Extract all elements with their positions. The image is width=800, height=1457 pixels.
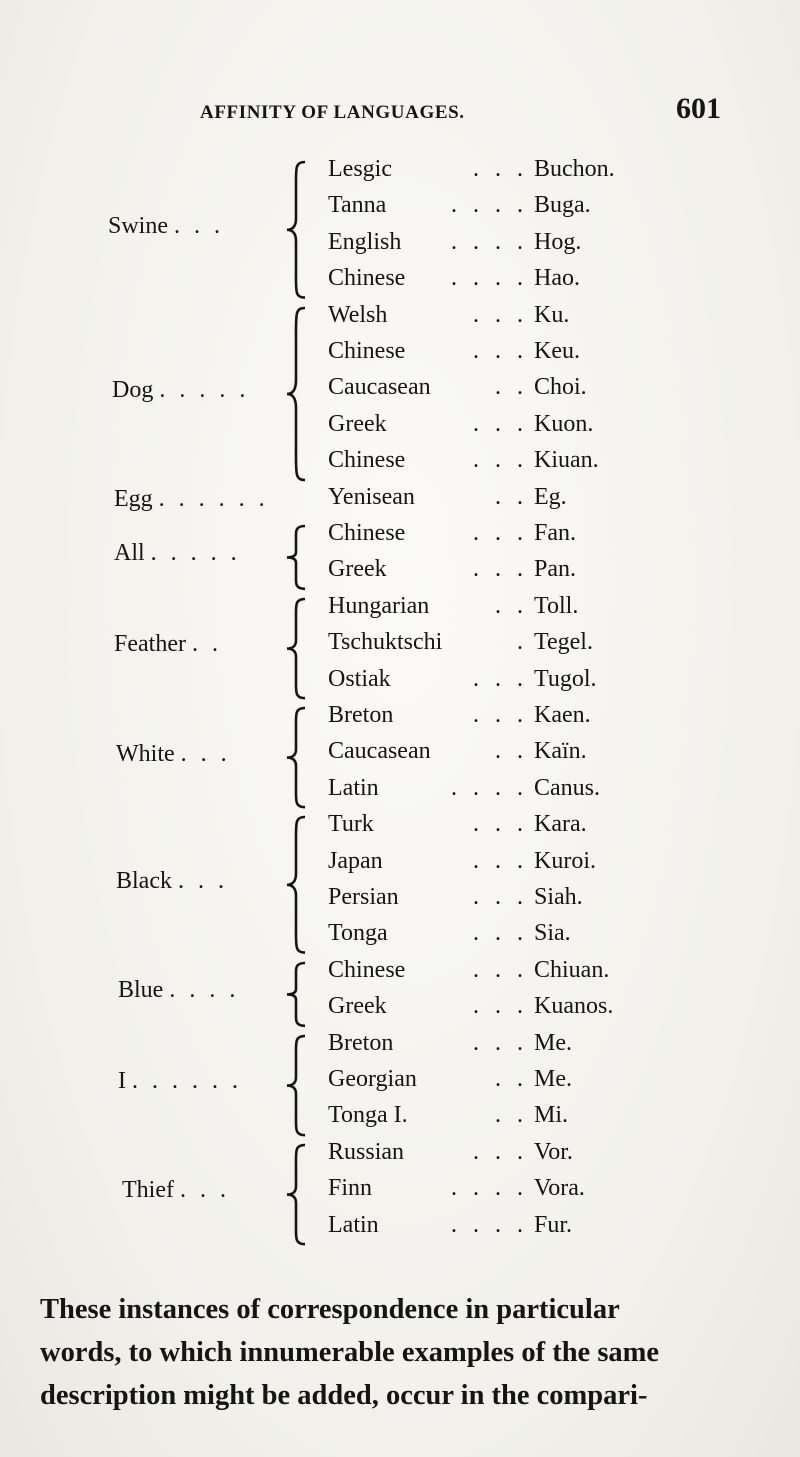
leader-dots: . . (495, 592, 528, 619)
language-name: Welsh (328, 301, 388, 328)
leader-dots: . . . (473, 702, 528, 728)
leader-dots: . . . (177, 868, 228, 894)
leader-dots: . . . . (451, 265, 528, 292)
foreign-word: Ku. (534, 301, 570, 328)
table-row (0, 1175, 800, 1209)
leader-dots: . . (495, 1066, 528, 1092)
table-row (0, 447, 800, 481)
language-name: Greek (328, 993, 387, 1020)
leader-dots: . (517, 629, 528, 656)
foreign-word: Kuanos. (534, 993, 614, 1020)
leader-dots: . . . (473, 847, 528, 874)
leader-dots: . . . (473, 556, 528, 583)
leader-dots: . . . (473, 884, 528, 910)
foreign-word: Kiuan. (534, 447, 599, 474)
language-name: Yenisean (328, 483, 415, 510)
language-name: Japan (328, 847, 383, 874)
table-row (0, 229, 800, 263)
foreign-word: Me. (534, 1029, 572, 1056)
leader-dots: . . . (473, 1138, 528, 1165)
table-row (0, 920, 800, 954)
leader-dots: . . . (473, 665, 528, 692)
language-name: Finn (328, 1175, 373, 1202)
leader-dots: . . . . (169, 977, 240, 1004)
language-name: Latin (328, 1211, 379, 1238)
foreign-word: Keu. (534, 338, 580, 364)
foreign-word: Hog. (534, 228, 582, 255)
table-row (0, 884, 800, 918)
meaning-word: Swine (108, 212, 168, 239)
meaning-word: Blue (118, 977, 164, 1004)
table-row (0, 265, 800, 299)
language-name: Greek (328, 410, 387, 437)
leader-dots: . . (495, 374, 528, 401)
table-row (0, 738, 800, 772)
leader-dots: . . . . . (150, 540, 241, 567)
table-row (0, 411, 800, 445)
foreign-word: Fan. (534, 520, 576, 546)
leader-dots: . . . (473, 338, 528, 364)
meaning-word: Egg (114, 485, 153, 512)
foreign-word: Me. (534, 1066, 572, 1092)
table-row (0, 520, 800, 554)
language-name: Georgian (328, 1066, 417, 1092)
language-name: Tonga I. (328, 1102, 408, 1129)
table-row (0, 702, 800, 736)
leader-dots: . . . . (451, 192, 528, 219)
leader-dots: . . (191, 631, 222, 658)
leader-dots: . . . (473, 447, 528, 474)
leader-dots: . . . . . . (158, 485, 269, 512)
paragraph-line: description might be added, occur in the compari- (40, 1380, 648, 1411)
body-paragraph (40, 1288, 760, 1417)
foreign-word: Canus. (534, 774, 600, 801)
leader-dots: . . (495, 1102, 528, 1129)
leader-dots: . . . (473, 1029, 528, 1056)
language-name: Tschuktschi (328, 629, 443, 656)
leader-dots: . . . (179, 1177, 230, 1204)
table-row (0, 629, 800, 663)
leader-dots: . . . . . (159, 376, 250, 403)
foreign-word: Kuroi. (534, 847, 596, 874)
leader-dots: . . . . . . (132, 1068, 242, 1095)
language-name: Latin (328, 774, 379, 801)
table-row (0, 666, 800, 700)
language-name: Chinese (328, 956, 406, 983)
foreign-word: Chiuan. (534, 956, 610, 983)
meaning-word: All (114, 540, 145, 567)
meaning-word: I (118, 1068, 126, 1095)
language-name: Hungarian (328, 592, 430, 619)
language-name: Turk (328, 811, 374, 838)
language-name: Caucasean (328, 374, 431, 401)
leader-dots: . . . . (451, 1211, 528, 1238)
language-name: Russian (328, 1138, 405, 1165)
leader-dots: . . . (180, 740, 231, 767)
table-row (0, 1030, 800, 1064)
leader-dots: . . (495, 738, 528, 765)
language-name: Chinese (328, 265, 406, 292)
foreign-word: Vora. (534, 1175, 585, 1202)
leader-dots: . . . (473, 410, 528, 437)
foreign-word: Siah. (534, 884, 583, 910)
leader-dots: . . . (473, 956, 528, 983)
table-row (0, 1212, 800, 1246)
language-name: Breton (328, 702, 394, 728)
leader-dots: . . . . (451, 1175, 528, 1202)
foreign-word: Buchon. (534, 156, 615, 182)
paragraph-line: These instances of correspondence in particular (40, 1294, 620, 1325)
foreign-word: Kaen. (534, 702, 591, 728)
foreign-word: Sia. (534, 920, 571, 947)
foreign-word: Mi. (534, 1102, 569, 1129)
language-name: Breton (328, 1029, 394, 1056)
foreign-word: Toll. (534, 592, 579, 619)
table-row (0, 811, 800, 845)
foreign-word: Choi. (534, 374, 587, 401)
table-row (0, 1102, 800, 1136)
meaning-word: Thief (122, 1177, 174, 1204)
language-name: Tanna (328, 192, 387, 219)
meaning-word: White (116, 740, 175, 767)
leader-dots: . . . (473, 993, 528, 1020)
leader-dots: . . . (473, 520, 528, 546)
leader-dots: . . . (473, 811, 528, 838)
language-name: Caucasean (328, 738, 431, 765)
foreign-word: Kuon. (534, 410, 594, 437)
foreign-word: Eg. (534, 483, 567, 510)
language-name: Chinese (328, 520, 406, 546)
table-row (0, 775, 800, 809)
leader-dots: . . . . (451, 774, 528, 801)
foreign-word: Tegel. (534, 629, 593, 656)
table-row (0, 593, 800, 627)
foreign-word: Hao. (534, 265, 580, 292)
table-row (0, 848, 800, 882)
language-name: Chinese (328, 447, 406, 474)
leader-dots: . . . (174, 212, 224, 239)
foreign-word: Buga. (534, 192, 591, 219)
language-name: Chinese (328, 338, 406, 364)
leader-dots: . . . (473, 156, 528, 182)
foreign-word: Kaïn. (534, 738, 587, 765)
table-row (0, 374, 800, 408)
language-name: Tonga (328, 920, 388, 947)
meaning-word: Dog (112, 376, 154, 403)
paragraph-line: words, to which innumerable examples of the same (40, 1337, 660, 1368)
foreign-word: Kara. (534, 811, 587, 838)
table-row (0, 192, 800, 226)
foreign-word: Tugol. (534, 665, 597, 692)
meaning-word: Feather (114, 631, 186, 658)
page-number: 601 (676, 92, 721, 125)
foreign-word: Vor. (534, 1138, 573, 1165)
leader-dots: . . . . (451, 228, 528, 255)
language-name: Lesgic (328, 156, 392, 182)
table-row (0, 156, 800, 190)
foreign-word: Fur. (534, 1211, 573, 1238)
language-name: English (328, 228, 402, 255)
leader-dots: . . . (473, 920, 528, 947)
leader-dots: . . (495, 483, 528, 510)
foreign-word: Pan. (534, 556, 576, 583)
language-name: Greek (328, 556, 387, 583)
table-row (0, 993, 800, 1027)
table-row (0, 302, 800, 336)
table-row (0, 1139, 800, 1173)
table-row (0, 484, 800, 518)
table-row (0, 957, 800, 991)
table-row (0, 556, 800, 590)
language-name: Ostiak (328, 665, 391, 692)
language-name: Persian (328, 884, 399, 910)
table-row (0, 1066, 800, 1100)
meaning-word: Black (116, 868, 172, 894)
table-row (0, 338, 800, 372)
running-head: AFFINITY OF LANGUAGES. (200, 102, 465, 123)
leader-dots: . . . (473, 301, 528, 328)
